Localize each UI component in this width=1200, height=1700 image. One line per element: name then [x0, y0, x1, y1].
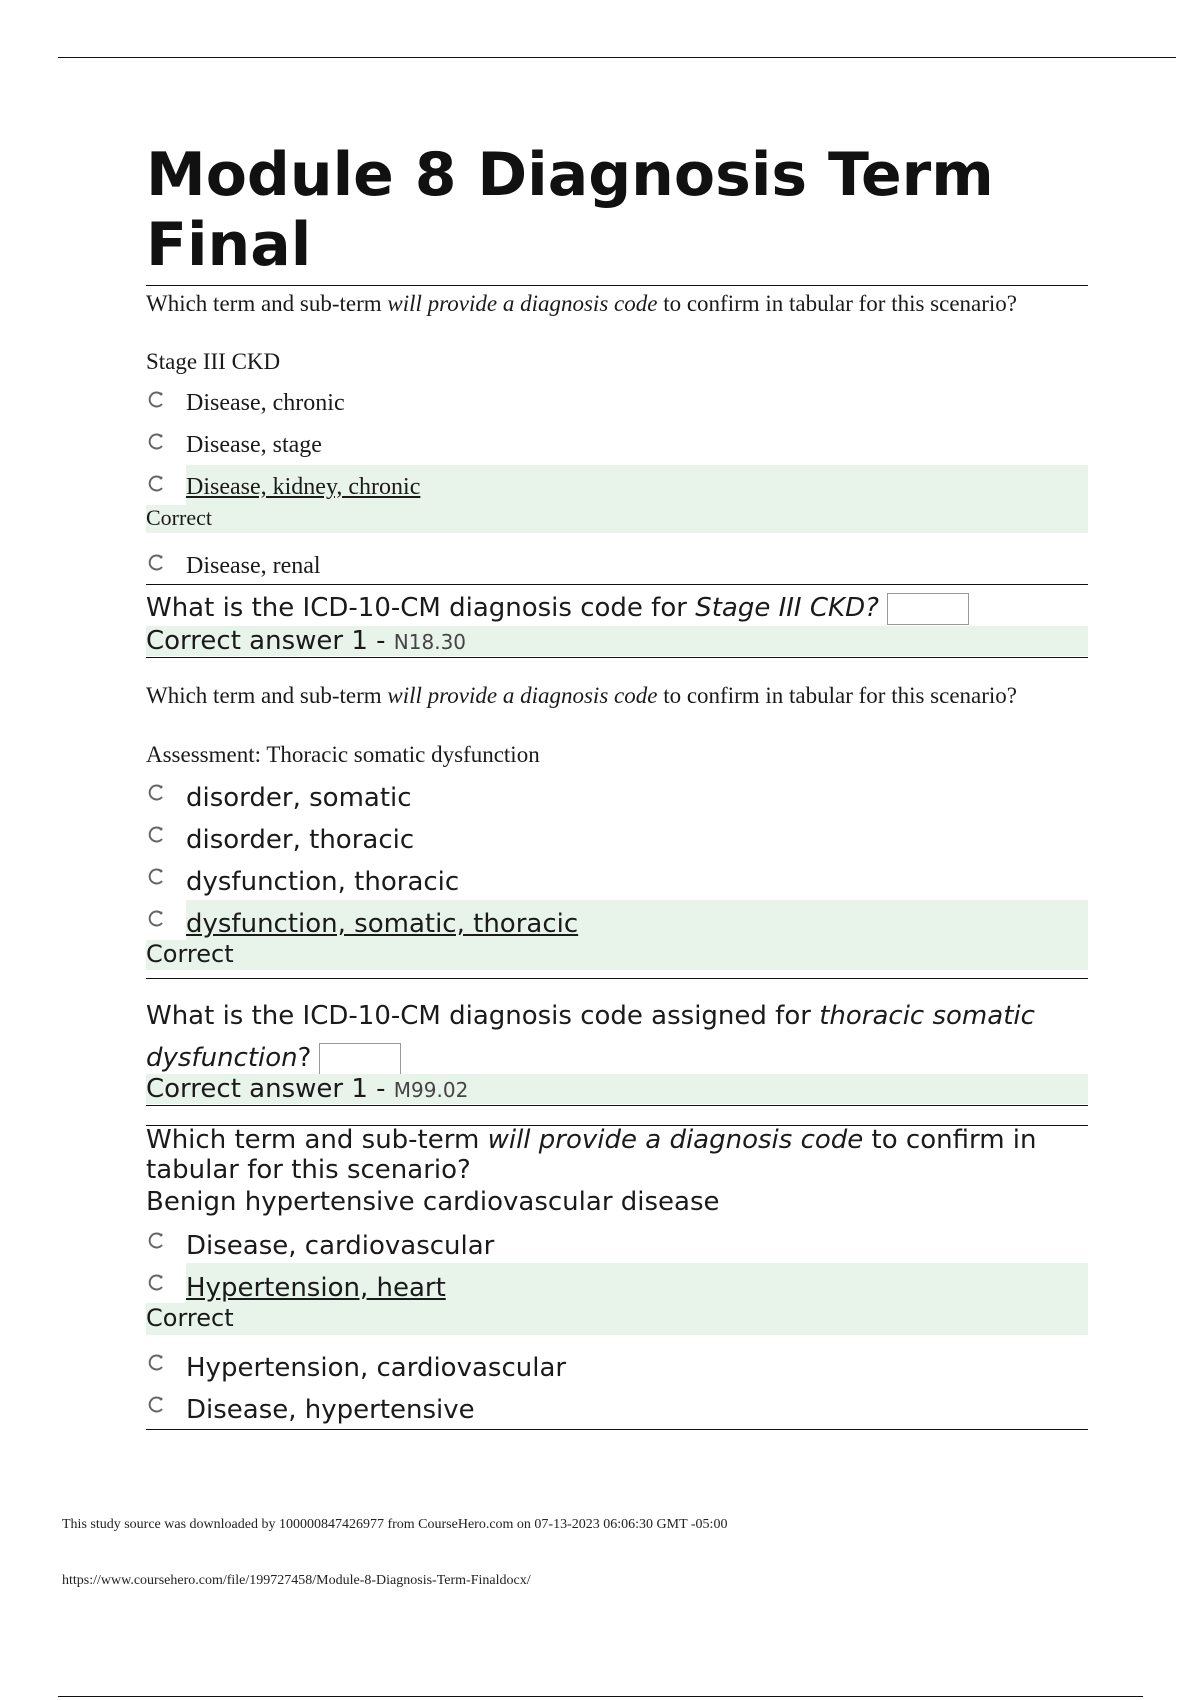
- q5-option-3[interactable]: [146, 1349, 1088, 1389]
- option-label: Disease, chronic: [186, 390, 345, 416]
- source-url[interactable]: https://www.coursehero.com/file/199727458/Module-8-Diagnosis-Term-Finaldocx/: [62, 1573, 531, 1588]
- q3-option-3[interactable]: [146, 863, 1088, 903]
- q5-correct-label: Correct: [146, 1304, 234, 1332]
- q3-correct-label: Correct: [146, 940, 234, 968]
- title-rule: [146, 285, 1088, 286]
- q2-rule: [146, 657, 1088, 658]
- option-label: disorder, somatic: [186, 783, 412, 813]
- q1-correct-label: Correct: [146, 505, 212, 530]
- radio-icon[interactable]: [146, 783, 166, 803]
- option-label: Disease, renal: [186, 553, 321, 579]
- q1-option-2[interactable]: [146, 428, 1088, 468]
- option-label: Disease, cardiovascular: [186, 1231, 495, 1261]
- question-5-scenario: Benign hypertensive cardiovascular disease: [146, 1187, 720, 1217]
- radio-icon[interactable]: [146, 1353, 166, 1373]
- option-label: Disease, kidney, chronic: [186, 474, 421, 500]
- radio-icon[interactable]: [146, 909, 166, 929]
- radio-icon[interactable]: [146, 390, 166, 410]
- radio-icon[interactable]: [146, 1395, 166, 1415]
- q5-option-2[interactable]: [146, 1269, 1088, 1309]
- q4-rule: [146, 1105, 1088, 1106]
- download-notice: This study source was downloaded by 100000847426977 from CourseHero.com on 07-13-2023 06:06:30 GMT -05:00: [62, 1517, 728, 1532]
- q4-answer-input[interactable]: [319, 1043, 401, 1075]
- q3-rule: [146, 978, 1088, 979]
- q4-correct-answer: Correct answer 1 - M99.02: [146, 1074, 1088, 1104]
- q3-option-4[interactable]: [146, 905, 1088, 945]
- question-1-prompt: Which term and sub-term will provide a diagnosis code to confirm in tabular for this scenario?: [146, 291, 1018, 316]
- q5-rule: [146, 1429, 1088, 1430]
- q2-correct-answer: Correct answer 1 - N18.30: [146, 626, 1088, 656]
- radio-icon[interactable]: [146, 825, 166, 845]
- bottom-page-rule: [58, 1696, 1143, 1697]
- radio-icon[interactable]: [146, 474, 166, 494]
- question-3-scenario: Assessment: Thoracic somatic dysfunction: [146, 742, 540, 767]
- option-label: Disease, stage: [186, 432, 322, 458]
- option-label: dysfunction, thoracic: [186, 867, 460, 897]
- q3-option-2[interactable]: [146, 821, 1088, 861]
- q3-option-1[interactable]: [146, 779, 1088, 819]
- q5-option-4[interactable]: [146, 1391, 1088, 1431]
- radio-icon[interactable]: [146, 432, 166, 452]
- q1-option-1[interactable]: [146, 386, 1088, 426]
- q1-rule: [146, 584, 1088, 585]
- option-label: disorder, thoracic: [186, 825, 415, 855]
- q2-answer-input[interactable]: [887, 593, 969, 625]
- option-label: Hypertension, cardiovascular: [186, 1353, 567, 1383]
- radio-icon[interactable]: [146, 553, 166, 573]
- radio-icon[interactable]: [146, 1273, 166, 1293]
- question-2-prompt: What is the ICD-10-CM diagnosis code for Stage III CKD?: [146, 590, 1088, 626]
- radio-icon[interactable]: [146, 867, 166, 887]
- question-5-prompt: Which term and sub-term will provide a diagnosis code to confirm in tabular for this scenario?: [146, 1125, 1037, 1185]
- question-1-scenario: Stage III CKD: [146, 349, 281, 374]
- question-4-prompt: What is the ICD-10-CM diagnosis code assigned for thoracic somatic dysfunction?: [146, 1001, 1035, 1073]
- page-title: Module 8 Diagnosis Term Final: [146, 140, 994, 280]
- radio-icon[interactable]: [146, 1231, 166, 1251]
- option-label: Hypertension, heart: [186, 1273, 446, 1303]
- q1-option-3[interactable]: [146, 470, 1088, 510]
- question-3-prompt: Which term and sub-term will provide a diagnosis code to confirm in tabular for this scenario?: [146, 683, 1018, 708]
- q5-option-1[interactable]: [146, 1227, 1088, 1267]
- option-label: Disease, hypertensive: [186, 1395, 475, 1425]
- q1-option-4[interactable]: [146, 549, 1088, 589]
- top-page-rule: [58, 57, 1176, 58]
- option-label: dysfunction, somatic, thoracic: [186, 909, 579, 939]
